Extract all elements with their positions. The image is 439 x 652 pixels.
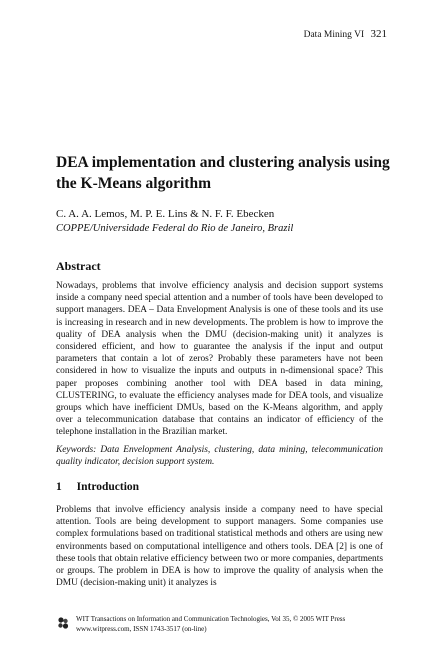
keywords: Keywords: Data Envelopment Analysis, clustering, data mining, telecommunication quality indicator, decision support system. [56,445,383,468]
running-head [304,28,387,40]
footer-line-website: www.witpress.com, ISSN 1743-3517 (on-line) [76,625,207,633]
author-affiliation: COPPE/Universidade Federal do Rio de Janeiro, Brazil [56,223,294,234]
footer-text [76,614,345,634]
abstract-body: Nowadays, problems that involve efficiency analysis and decision support systems inside a company need special attention and a number of tools have been developed to support managers. DEA – Data Envelopment Analysis is one of these tools and its use is increasing in research and in new developments. The problem is how to improve the quality of DEA analysis when the DMU (decision-making unit) it analyzes is considered efficient, and how to guarantee the analysis if the input and output parameters that contain a lot of zeros? Probably these parameters have not been considered in how to visualize the inputs and outputs in n-dimensional space? This paper proposes combining another tool with DEA based in data mining, CLUSTERING, to evaluate the efficiency analyses made for DEA tools, and visualize groups which have inefficient DMUs, based on the K-Means algorithm, and apply over a telecommunication database that contains an indicator of efficiency of the telephone installation in the Brazilian market. [56,281,383,438]
section-number: 1 [56,481,62,493]
footer-line-publication: WIT Transactions on Information and Communication Technologies, Vol 35, © 2005 WIT Press [76,615,346,623]
abstract-heading: Abstract [56,259,101,273]
page-number: 321 [370,28,387,40]
author-list: C. A. A. Lemos, M. P. E. Lins & N. F. F. Ebecken [56,208,275,220]
paper-title: DEA implementation and clustering analysis using the K-Means algorithm [56,154,390,192]
section-title: Introduction [76,481,140,493]
journal-name: Data Mining VI [303,30,365,40]
wit-press-logo-icon [56,616,70,630]
page-footer [56,614,396,640]
section-heading-introduction [56,481,139,493]
introduction-body: Problems that involve efficiency analysis inside a company need to have special attention. Tools are being development to support managers. Some companies use complex formulations based on traditional statistical methods and others are using new environments based on computational intelligence and others tools. DEA [2] is one of these tools that obtain relative efficiency between two or more companies, departments or groups. The problem in DEA is how to improve the quality of analysis when the DMU (decision-making unit) it analyzes is [56,505,383,589]
